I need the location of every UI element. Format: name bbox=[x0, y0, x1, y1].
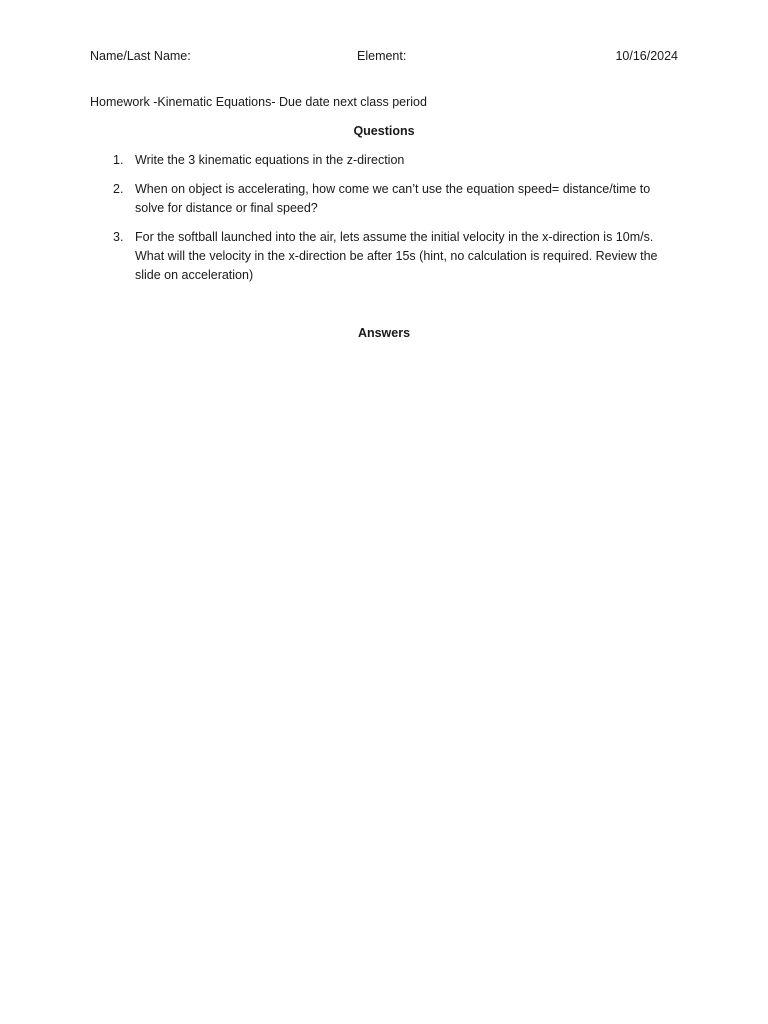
document-header bbox=[90, 47, 678, 65]
question-item bbox=[90, 151, 678, 170]
date-text: 10/16/2024 bbox=[615, 49, 678, 63]
answers-heading: Answers bbox=[357, 326, 411, 340]
name-label: Name/Last Name: bbox=[90, 49, 191, 63]
homework-title: Homework -Kinematic Equations- Due date next class period bbox=[90, 95, 427, 109]
question-item bbox=[90, 180, 678, 218]
questions-heading: Questions bbox=[353, 124, 415, 138]
question-item bbox=[90, 228, 678, 285]
question-text: Write the 3 kinematic equations in the z-direction bbox=[135, 153, 405, 167]
question-text: For the softball launched into the air, lets assume the initial velocity in the x-direction is 10m/s. What will the velocity in the x-direction be after 15s (hint, no calculation is required. Review the slide on acceleration) bbox=[135, 230, 658, 282]
question-number: 1. bbox=[113, 153, 124, 167]
question-number: 3. bbox=[113, 230, 124, 244]
questions-list bbox=[90, 151, 678, 295]
element-label: Element: bbox=[357, 49, 407, 63]
question-number: 2. bbox=[113, 182, 124, 196]
question-text: When on object is accelerating, how come we can’t use the equation speed= distance/time to solve for distance or final speed? bbox=[135, 182, 651, 215]
